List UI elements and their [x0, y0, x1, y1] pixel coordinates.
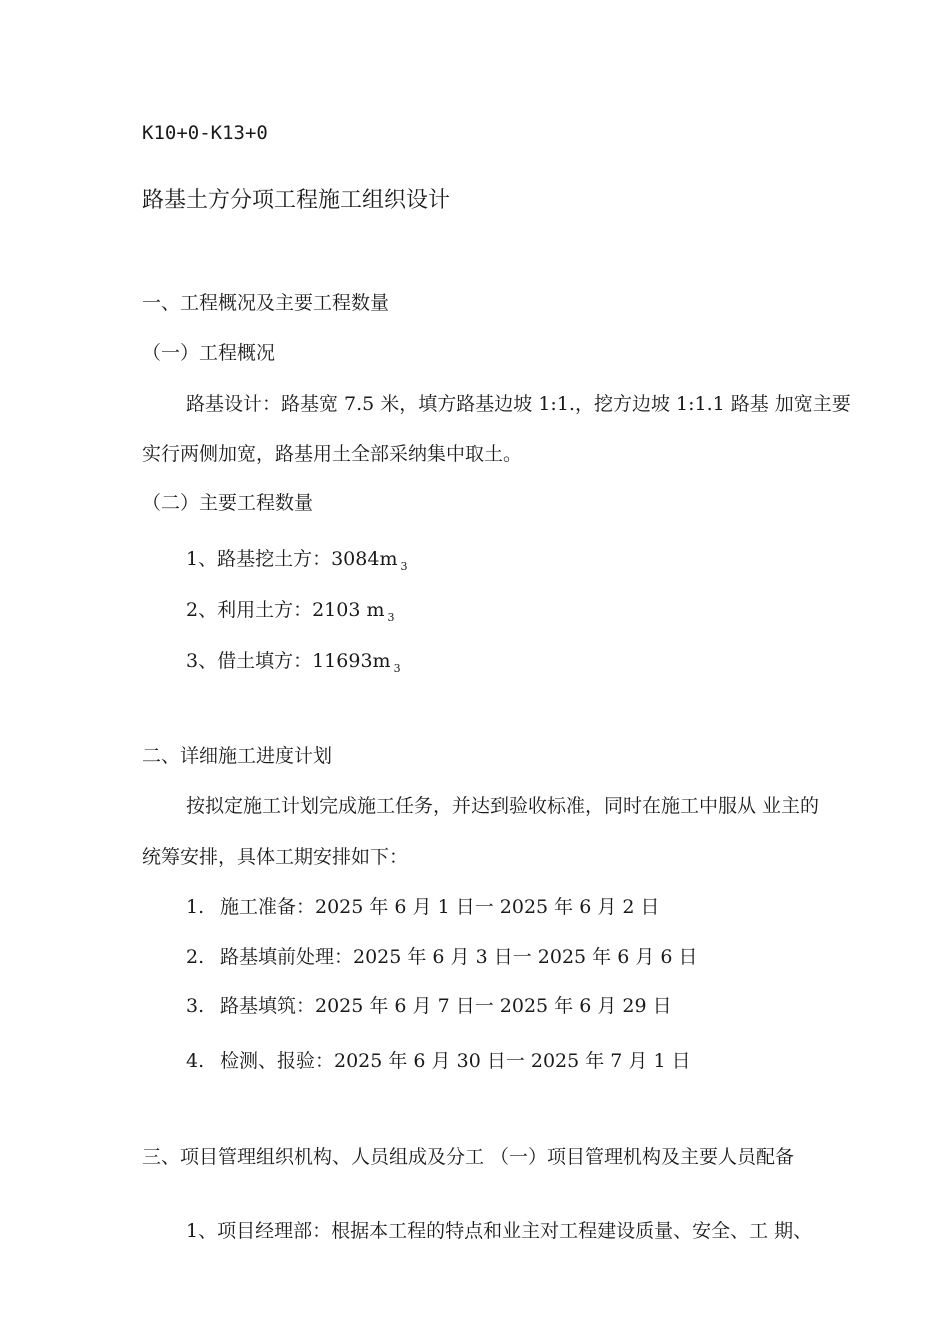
document-code-title: K10+0-K13+0	[142, 122, 268, 144]
section1-paragraph-line1: 路基设计：路基宽 7.5 米，填方路基边坡 1:1.，挖方边坡 1:1.1 路基 加宽主要	[186, 393, 851, 415]
schedule-item-text: 施工准备：2025 年 6 月 1 日一 2025 年 6 月 2 日	[220, 896, 660, 918]
quantity-item	[186, 548, 408, 573]
section1-heading: 一、工程概况及主要工程数量	[142, 292, 390, 314]
schedule-item	[186, 1052, 691, 1071]
section1-sub2-heading: （二）主要工程数量	[142, 492, 314, 514]
quantity-item-text: 3、借土填方：11693m	[186, 650, 391, 672]
schedule-item	[186, 898, 660, 917]
section3-paragraph-line1: 1、项目经理部：根据本工程的特点和业主对工程建设质量、安全、工 期、	[186, 1220, 813, 1242]
quantity-item-superscript: 3	[400, 560, 408, 573]
schedule-item	[186, 997, 672, 1016]
quantity-item	[186, 599, 395, 624]
quantity-item-superscript: 3	[393, 662, 401, 675]
schedule-item-text: 路基填筑：2025 年 6 月 7 日一 2025 年 6 月 29 日	[220, 995, 672, 1017]
section1-sub1-heading: （一）工程概况	[142, 342, 276, 364]
quantity-item-text: 1、路基挖土方：3084m	[186, 548, 398, 570]
quantity-item-superscript: 3	[387, 611, 395, 624]
document-main-title: 路基土方分项工程施工组织设计	[142, 188, 451, 213]
schedule-item-text: 路基填前处理：2025 年 6 月 3 日一 2025 年 6 月 6 日	[220, 946, 698, 968]
section1-paragraph-line2: 实行两侧加宽，路基用土全部采纳集中取土。	[142, 443, 523, 465]
section2-heading: 二、详细施工进度计划	[142, 745, 333, 767]
schedule-item-number: 3.	[186, 995, 205, 1017]
schedule-item-number: 1.	[186, 896, 205, 918]
quantity-item	[186, 650, 401, 675]
schedule-item-number: 2.	[186, 946, 205, 968]
schedule-item	[186, 948, 698, 967]
section2-paragraph-line2: 统筹安排，具体工期安排如下：	[142, 846, 409, 868]
schedule-item-number: 4.	[186, 1050, 205, 1072]
section3-heading: 三、项目管理组织机构、人员组成及分工 （一）项目管理机构及主要人员配备	[142, 1146, 795, 1168]
quantity-item-text: 2、利用土方：2103 m	[186, 599, 385, 621]
section2-paragraph-line1: 按拟定施工计划完成施工任务，并达到验收标准，同时在施工中服从 业主的	[186, 795, 820, 817]
schedule-item-text: 检测、报验：2025 年 6 月 30 日一 2025 年 7 月 1 日	[220, 1050, 691, 1072]
